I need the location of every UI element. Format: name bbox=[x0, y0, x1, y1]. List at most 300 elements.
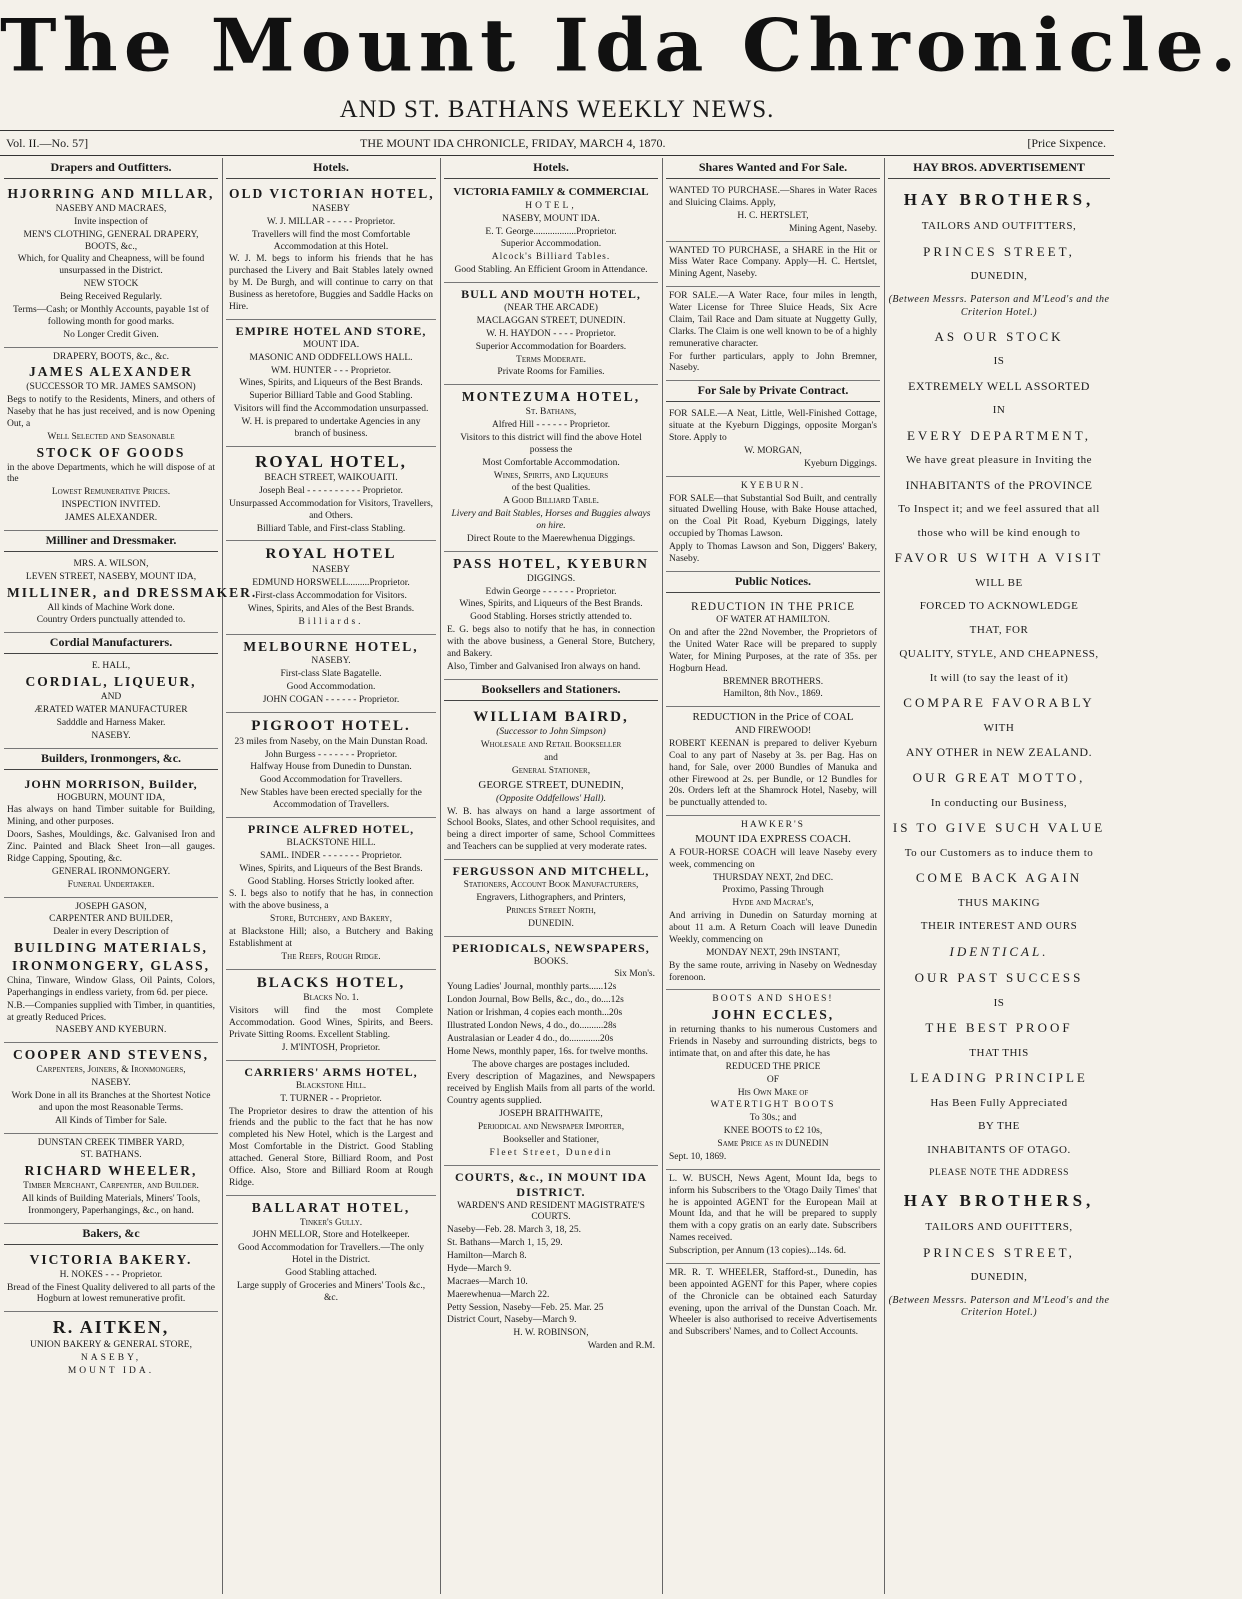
ad-line: Being Received Regularly. bbox=[59, 292, 162, 302]
hay-line: OUR GREAT MOTTO, bbox=[912, 770, 1086, 786]
ad-line: Wines, Spirits, and Liqueurs bbox=[493, 470, 609, 481]
ad-title: VICTORIA BAKERY. bbox=[29, 1251, 193, 1267]
ad-line: Young Ladies' Journal, monthly parts......12s bbox=[447, 982, 617, 993]
ad-line: (Opposite Oddfellows' Hall). bbox=[496, 793, 606, 804]
advert-coach bbox=[666, 816, 880, 990]
ad-line: H. W. ROBINSON, bbox=[513, 1328, 589, 1339]
ad-line: Apply to Thomas Lawson and Son, Diggers' Bakery, Naseby. bbox=[669, 542, 877, 564]
ad-line: Engravers, Lithographers, and Printers, bbox=[476, 892, 626, 903]
ad-line: Nation or Irishman, 4 copies each month...20s bbox=[447, 1008, 623, 1018]
ad-line: Invite inspection of bbox=[74, 216, 148, 227]
ad-line: Superior Accommodation. bbox=[500, 239, 602, 250]
ad-line: THURSDAY NEXT, 2nd DEC. bbox=[712, 872, 834, 883]
ad-title: REDUCTION in the Price of COAL bbox=[692, 711, 854, 724]
hay-line: DUNEDIN, bbox=[970, 270, 1028, 283]
ad-line: Store, Butchery, and Bakery, bbox=[270, 914, 392, 925]
ad-line: Terms—Cash; or Monthly Accounts, payable 1st of following month for good marks. bbox=[13, 304, 209, 327]
ad-line: London Journal, Bow Bells, &c., do., do....12s bbox=[447, 995, 624, 1006]
ad-line: in the above Departments, which he will dispose of at the bbox=[7, 462, 215, 485]
ad-line: Billiard Table, and First-class Stabling. bbox=[256, 523, 406, 534]
ad-line: All kinds of Machine Work done. bbox=[47, 602, 175, 613]
ad-line: BEACH STREET, WAIKOUAITI. bbox=[264, 473, 398, 483]
ad-line: Bread of the Finest Quality delivered to all parts of the Hogburn at lowest remunerative profit. bbox=[7, 1282, 215, 1305]
column-3 bbox=[444, 158, 658, 1594]
ad-title: MONTEZUMA HOTEL, bbox=[461, 389, 641, 405]
ad-line: Good Stabling. Horses Strictly looked after. bbox=[247, 876, 415, 887]
ad-line: Warden and R.M. bbox=[587, 1341, 655, 1352]
ad-title: BLACKS HOTEL, bbox=[256, 974, 406, 991]
ad-line: OF bbox=[766, 1074, 780, 1085]
ad-line: Six Mon's. bbox=[614, 969, 655, 980]
ad-line: DRAPERY, BOOTS, &c., &c. bbox=[53, 351, 169, 362]
ad-line: Livery and Bait Stables, Horses and Buggies always on hire. bbox=[451, 509, 651, 531]
ad-title: JAMES ALEXANDER bbox=[29, 364, 193, 380]
advert-prince-alfred bbox=[226, 818, 436, 970]
ad-line: (NEAR THE ARCADE) bbox=[504, 303, 598, 313]
advert-james-alexander bbox=[4, 348, 218, 531]
hay-line: IN bbox=[992, 404, 1006, 416]
ad-line: HOTEL, bbox=[525, 200, 577, 211]
dateline-bar bbox=[0, 130, 1114, 156]
ad-line: New Stables have been erected specially for the Accommodation of Travellers. bbox=[240, 788, 422, 810]
ad-line: Good Stabling. An Efficient Groom in Attendance. bbox=[454, 265, 648, 276]
hay-line: PRINCES STREET, bbox=[923, 244, 1075, 259]
ad-line: Periodical and Newspaper Importer, bbox=[477, 1121, 625, 1132]
price: [Price Sixpence. bbox=[1027, 136, 1106, 150]
ad-line: Doors, Sashes, Mouldings, &c. Galvanised Iron and Zinc. Painted and Black Sheet Iron—all gauges. Ridge Capping, Spouting, &c. bbox=[7, 830, 215, 864]
column-4 bbox=[666, 158, 880, 1594]
section-heading: Hotels. bbox=[226, 158, 436, 179]
advert-wheeler-agent bbox=[666, 1264, 880, 1344]
hay-line: THEIR INTEREST AND OURS bbox=[920, 920, 1078, 933]
ad-line: To 30s.; and bbox=[749, 1113, 797, 1124]
ad-line: All Kinds of Timber for Sale. bbox=[55, 1115, 167, 1126]
ad-line: The Proprietor desires to draw the attention of his friends and the public to the fact that he has now completed his New Hotel, which is the Largest and Most Comfortable in the District. Good Stabling attached. General Store, Billiard Room, and Post Office. Also, Store and Billiard Room at Rough Ridge. bbox=[229, 1106, 433, 1188]
ad-line: Begs to notify to the Residents, Miners, and others of Naseby that he has just received, and is now Opening Out, a bbox=[7, 395, 215, 429]
ad-title: COOPER AND STEVENS, bbox=[13, 1047, 209, 1063]
ad-line: EDMUND HORSWELL.........Proprietor. bbox=[252, 578, 410, 588]
ad-line: Superior Billiard Table and Good Stabling. bbox=[249, 391, 413, 402]
advert-victoria-family bbox=[444, 182, 658, 283]
ad-title: VICTORIA FAMILY & COMMERCIAL bbox=[453, 186, 649, 198]
ad-line: BOOTS AND SHOES! bbox=[712, 994, 834, 1005]
ad-line: MR. R. T. WHEELER, Stafford-st., Dunedin, has been appointed AGENT for this Paper, where copies of the Chronicle can be obtained each Saturday evening, upon the arrival of the Dunstan Coach. Mr. Wheeler is also authorised to receive Advertisements and Subscribers' Names, and to Collect Accounts. bbox=[669, 1267, 877, 1338]
ad-line: Hyde and Macrae's, bbox=[732, 898, 814, 909]
ad-line: Good Accommodation for Travellers. bbox=[259, 775, 403, 786]
ad-line: DUNSTAN CREEK TIMBER YARD, bbox=[37, 1137, 185, 1148]
advert-royal-waikouaiti bbox=[226, 447, 436, 542]
ad-line: Sadddle and Harness Maker. bbox=[56, 717, 166, 728]
column-2 bbox=[226, 158, 436, 1594]
ad-line: INSPECTION INVITED. bbox=[61, 500, 161, 511]
ad-line: Mining Agent, Naseby. bbox=[788, 223, 877, 234]
ad-line: Timber Merchant, Carpenter, and Builder. bbox=[23, 1181, 199, 1192]
column-5 bbox=[888, 158, 1110, 1594]
hay-line: INHABITANTS OF OTAGO. bbox=[927, 1144, 1071, 1156]
ad-title: EMPIRE HOTEL AND STORE, bbox=[235, 323, 427, 338]
hay-line: COMPARE FAVORABLY bbox=[903, 695, 1095, 711]
hay-line: WITH bbox=[983, 721, 1015, 734]
ad-line: Wines, Spirits, and Liqueurs of the Best Brands. bbox=[459, 599, 643, 610]
ad-line: NASEBY. bbox=[311, 656, 351, 667]
ad-title: BUILDING MATERIALS, bbox=[14, 940, 208, 956]
ad-line: First-class Accommodation for Visitors. bbox=[255, 590, 407, 601]
ad-line: JOSEPH BRAITHWAITE, bbox=[499, 1109, 603, 1119]
section-heading: Drapers and Outfitters. bbox=[4, 158, 218, 179]
ad-line: FOR SALE—that Substantial Sod Built, and centrally situated Dwelling House, with Bake House attached, on the Coal Pit Road, Kyeburn Diggings, lately occupied by Thomas Lawson. bbox=[669, 493, 877, 540]
ad-line: Direct Route to the Maerewhenua Diggings. bbox=[466, 533, 636, 544]
ad-line: Visitors to this district will find the above Hotel possess the bbox=[460, 432, 642, 455]
section-heading: Shares Wanted and For Sale. bbox=[666, 158, 880, 179]
ad-title: JOHN MORRISON, Builder, bbox=[24, 776, 198, 791]
advert-wanted-share bbox=[666, 242, 880, 288]
ad-line: Superior Accommodation for Boarders. bbox=[475, 341, 627, 352]
ad-title: PRINCE ALFRED HOTEL, bbox=[247, 821, 415, 836]
ad-title: REDUCTION IN THE PRICE bbox=[691, 600, 855, 613]
ad-title: JOHN ECCLES, bbox=[711, 1007, 835, 1023]
hay-line: OUR PAST SUCCESS bbox=[914, 970, 1084, 986]
ad-line: FOR SALE.—A Neat, Little, Well-Finished Cottage, situate at the Kyeburn Diggings, opposite Morgan's Store. Apply to bbox=[669, 409, 877, 443]
ad-line: W. J. M. begs to inform his friends that he has purchased the Livery and Bait Stables lately owned by M. De Burgh, and will continue to carry on that Business as heretofore, Buggies and Saddle Hacks on Hire. bbox=[229, 254, 433, 312]
ad-line: Large supply of Groceries and Miners' Tools &c., &c. bbox=[236, 1280, 426, 1303]
advert-ballarat bbox=[226, 1196, 436, 1310]
advert-fergusson-mitchell bbox=[444, 860, 658, 937]
ad-title: RICHARD WHEELER, bbox=[24, 1163, 198, 1179]
ad-line: St. Bathans, bbox=[525, 407, 577, 418]
column-1 bbox=[4, 158, 258, 1594]
ad-line: Hamilton—March 8. bbox=[447, 1251, 527, 1261]
ad-line: Alfred Hill - - - - - - Proprietor. bbox=[492, 420, 610, 430]
ad-title: MOUNT IDA EXPRESS COACH. bbox=[695, 833, 851, 845]
ad-title: IRONMONGERY, GLASS, bbox=[12, 958, 210, 973]
ad-line: All kinds of Building Materials, Miners' Tools, Ironmongery, Paperhangings, &c., on hand. bbox=[21, 1194, 201, 1216]
ad-title: PIGROOT HOTEL. bbox=[251, 717, 411, 734]
ad-line: HOGBURN, MOUNT IDA, bbox=[56, 792, 166, 803]
ad-line: Wholesale and Retail Bookseller bbox=[480, 740, 622, 751]
ad-line: Dealer in every Description of bbox=[53, 927, 169, 938]
advert-wilson bbox=[4, 555, 258, 633]
hay-line: those who will be kind enough to bbox=[917, 526, 1081, 539]
advert-hjorring-millar bbox=[4, 182, 218, 348]
advert-wanted-shares bbox=[666, 182, 880, 242]
ad-title: MELBOURNE HOTEL, bbox=[243, 638, 419, 654]
hay-line: ANY OTHER in NEW ZEALAND. bbox=[905, 745, 1093, 760]
ad-line: Billiards. bbox=[298, 616, 364, 627]
hay-line: We have great pleasure in Inviting the bbox=[905, 454, 1093, 466]
ad-line: John Burgess - - - - - - - Proprietor. bbox=[264, 749, 398, 760]
ad-line: WM. HUNTER - - - Proprietor. bbox=[270, 365, 392, 376]
ad-line: NASEBY bbox=[311, 565, 350, 576]
hay-line: AS OUR STOCK bbox=[934, 329, 1064, 344]
ad-line: S. I. begs also to notify that he has, in connection with the above business, a bbox=[229, 889, 433, 912]
ad-line: Funeral Undertaker. bbox=[67, 879, 155, 890]
hay-line: To our Customers as to induce them to bbox=[904, 846, 1094, 859]
hay-line: PLEASE NOTE THE ADDRESS bbox=[929, 1167, 1069, 1178]
ad-line: BREMNER BROTHERS. bbox=[722, 676, 824, 687]
ad-line: Visitors will find the Accommodation unsurpassed. bbox=[233, 404, 429, 415]
hay-line: THUS MAKING bbox=[957, 896, 1041, 909]
advert-coal bbox=[666, 707, 880, 816]
hay-line: THE BEST PROOF bbox=[925, 1020, 1073, 1036]
hay-line: PRINCES STREET, bbox=[923, 1244, 1075, 1260]
ad-line: DIGGINGS. bbox=[526, 573, 576, 584]
ad-line: NASEBY bbox=[311, 203, 350, 214]
ad-line: First-class Slate Bagatelle. bbox=[280, 669, 382, 680]
volume-number: Vol. II.—No. 57] bbox=[6, 136, 89, 150]
section-heading: HAY BROS. ADVERTISEMENT bbox=[888, 158, 1110, 179]
advert-montezuma bbox=[444, 385, 658, 552]
ad-title: WILLIAM BAIRD, bbox=[473, 708, 629, 725]
ad-line: of the best Qualities. bbox=[511, 483, 591, 494]
ad-line: Sept. 10, 1869. bbox=[669, 1151, 727, 1162]
ad-line: Alcock's Billiard Tables. bbox=[491, 252, 611, 263]
ad-title: COURTS, &c., IN MOUNT IDA DISTRICT. bbox=[454, 1169, 648, 1199]
ad-line: (Successor to John Simpson) bbox=[496, 727, 606, 738]
ad-title: ROYAL HOTEL bbox=[265, 546, 397, 563]
hay-line: To Inspect it; and we feel assured that all bbox=[898, 502, 1100, 515]
ad-line: OF WATER AT HAMILTON. bbox=[716, 615, 830, 626]
ad-line: JOSEPH GASON, bbox=[75, 901, 147, 912]
ad-line: NASEBY AND MACRAES, bbox=[55, 203, 167, 214]
ad-line: Joseph Beal - - - - - - - - - - Proprietor. bbox=[259, 485, 403, 496]
ad-line: China, Tinware, Window Glass, Oil Paints, Colors, Paperhangings in endless variety, from 6d. per piece. bbox=[7, 975, 215, 998]
ad-line: W. MORGAN, bbox=[744, 445, 802, 456]
hay-line: HAY BROTHERS, bbox=[903, 1190, 1095, 1210]
ad-line: NASEBY AND KYEBURN. bbox=[55, 1025, 167, 1036]
hay-line: BY THE bbox=[978, 1120, 1020, 1133]
ad-line: MRS. A. WILSON, bbox=[73, 558, 149, 569]
ad-line: W. J. MILLAR - - - - - Proprietor. bbox=[266, 216, 396, 227]
ad-line: Halfway House from Dunedin to Dunstan. bbox=[250, 762, 412, 773]
ad-line: GENERAL IRONMONGERY. bbox=[51, 866, 171, 877]
ad-line: AND bbox=[100, 692, 122, 702]
ad-line: Every description of Magazines, and Newspapers received by English Mails from all parts of the world. Country agents supplied. bbox=[447, 1072, 655, 1107]
dateline: THE MOUNT IDA CHRONICLE, FRIDAY, MARCH 4, 1870. bbox=[360, 136, 666, 150]
hay-line: COME BACK AGAIN bbox=[915, 870, 1083, 886]
ad-line: Good Stabling. Horses strictly attended to. bbox=[470, 612, 632, 623]
column-rule bbox=[884, 158, 885, 1594]
hay-line: In conducting our Business, bbox=[930, 796, 1068, 809]
ad-line: Same Price as in DUNEDIN bbox=[717, 1139, 829, 1149]
ad-line: Good Accommodation for Travellers.—The only Hotel in the District. bbox=[237, 1243, 424, 1266]
ad-line: E. T. George..................Proprietor. bbox=[485, 226, 617, 237]
column-rule bbox=[440, 158, 441, 1594]
ad-line: Hyde—March 9. bbox=[447, 1263, 512, 1274]
ad-line: WARDEN'S AND RESIDENT MAGISTRATE'S COURTS. bbox=[457, 1200, 645, 1223]
advert-bull-and-mouth bbox=[444, 283, 658, 385]
hay-line: THAT, FOR bbox=[969, 624, 1029, 636]
ad-line: Macraes—March 10. bbox=[447, 1276, 528, 1287]
advert-for-sale-race bbox=[666, 287, 880, 381]
ad-line: WANTED TO PURCHASE, a SHARE in the Hit or Miss Water Race Company. Apply—H. C. Hertslet, Mining Agent, Naseby. bbox=[669, 245, 877, 280]
advert-gason bbox=[4, 898, 218, 1044]
newspaper-subtitle: AND ST. BATHANS WEEKLY NEWS. bbox=[339, 96, 775, 123]
hay-line: EVERY DEPARTMENT, bbox=[906, 427, 1092, 443]
advert-kyeburn-house bbox=[666, 477, 880, 572]
ad-line: MONDAY NEXT, 29th INSTANT, bbox=[705, 947, 841, 958]
hay-line: INHABITANTS of the PROVINCE bbox=[905, 477, 1093, 492]
hay-line: (Between Messrs. Paterson and M'Leod's and the Criterion Hotel.) bbox=[888, 294, 1110, 318]
ad-line: CARPENTER AND BUILDER, bbox=[49, 914, 173, 925]
ad-title: CARRIERS' ARMS HOTEL, bbox=[244, 1064, 418, 1079]
ad-title: PERIODICALS, NEWSPAPERS, bbox=[452, 940, 650, 955]
ad-line: W. B. has always on hand a large assortment of School Books, Slates, and other School requisites, and being a direct importer of same, School Committees and Teachers can be supplied at very moderate rates. bbox=[447, 806, 655, 853]
ad-line: Carpenters, Joiners, & Ironmongers, bbox=[36, 1065, 186, 1076]
ad-line: J. M'INTOSH, Proprietor. bbox=[281, 1042, 381, 1053]
advert-wheeler-timber bbox=[4, 1134, 218, 1224]
advert-old-victorian bbox=[226, 182, 436, 320]
ad-line: Wines, Spirits, and Ales of the Best Brands. bbox=[247, 603, 415, 614]
advert-carriers-arms bbox=[226, 1061, 436, 1196]
hay-line: IS bbox=[993, 996, 1005, 1009]
ad-line: St. Bathans—March 1, 15, 29. bbox=[447, 1238, 563, 1249]
newspaper-title: The Mount Ida Chronicle. bbox=[0, 3, 1242, 88]
ad-line: E. G. begs also to notify that he has, in connection with the above business, a General Store, Butchery, and Bakery. bbox=[447, 625, 655, 659]
ad-line: BOOKS. bbox=[533, 956, 569, 967]
column-rule bbox=[222, 158, 223, 1594]
ad-line: Terms Moderate. bbox=[516, 354, 586, 365]
ad-line: On and after the 22nd November, the Proprietors of the United Water Race will be prepared to supply Water, for Mining Purposes, at the rate of 35s. per Hogburn Head. bbox=[669, 628, 877, 674]
ad-line: Also, Timber and Galvanised Iron always on hand. bbox=[447, 661, 641, 672]
ad-line: ÆRATED WATER MANUFACTURER bbox=[34, 704, 188, 715]
ad-title: PASS HOTEL, KYEBURN bbox=[453, 555, 649, 571]
ad-line: MACLAGGAN STREET, DUNEDIN. bbox=[476, 315, 626, 326]
hay-line: IS TO GIVE SUCH VALUE bbox=[892, 820, 1106, 836]
ad-line: No Longer Credit Given. bbox=[63, 329, 159, 340]
ad-title: MILLINER, and DRESSMAKER. bbox=[7, 584, 258, 600]
ad-line: LEVEN STREET, NASEBY, MOUNT IDA, bbox=[25, 571, 197, 582]
ad-line: Well Selected and Seasonable bbox=[47, 431, 175, 442]
ad-line: And arriving in Dunedin on Saturday morning at about 11 a.m. A Return Coach will leave Dunedin Weekly, commencing on bbox=[669, 911, 877, 945]
section-heading: For Sale by Private Contract. bbox=[666, 381, 880, 402]
ad-line: BLACKSTONE HILL. bbox=[286, 837, 376, 848]
ad-line: His Own Make of bbox=[737, 1087, 809, 1098]
ad-title: CORDIAL, LIQUEUR, bbox=[25, 674, 197, 690]
ad-line: 23 miles from Naseby, on the Main Dunstan Road. bbox=[234, 736, 428, 747]
section-heading: Hotels. bbox=[444, 158, 658, 179]
ad-line: JAMES ALEXANDER. bbox=[64, 513, 158, 523]
ad-line: Princes Street North, bbox=[506, 905, 596, 916]
ad-line: and bbox=[544, 753, 558, 764]
ad-line: Edwin George - - - - - - Proprietor. bbox=[485, 586, 617, 597]
ad-line: MEN'S CLOTHING, GENERAL DRAPERY, BOOTS, &c., bbox=[23, 229, 199, 252]
ad-line: L. W. BUSCH, News Agent, Mount Ida, begs to inform his Subscribers to the 'Otago Daily Times' that he is appointed AGENT for the European Mail at Mount Ida, and that he will be prepared to supply them with a copy gratis on an early date. Subscribers Names received. bbox=[669, 1173, 877, 1244]
ad-line: Good Stabling attached. bbox=[285, 1268, 377, 1278]
ad-line: ROBERT KEENAN is prepared to deliver Kyeburn Coal to any part of Naseby at 3s. per Bag. Has on hand, for Sale, over 2000 Bundles of Manuka and other Firewood at 2s. per Bundle, or 12 Bundles for 20s. Orders left at the Shamrock Hotel, Naseby, will be punctually attended to. bbox=[669, 738, 877, 809]
advert-melbourne bbox=[226, 635, 436, 713]
ad-line: For further particulars, apply to John Bremner, Naseby. bbox=[669, 351, 877, 374]
ad-line: MASONIC AND ODDFELLOWS HALL. bbox=[249, 352, 413, 363]
ad-title: ROYAL HOTEL, bbox=[255, 451, 407, 471]
ad-line: Petty Session, Naseby—Feb. 25. Mar. 25 bbox=[447, 1302, 604, 1313]
ad-line: NEW STOCK bbox=[83, 279, 139, 290]
advert-john-eccles bbox=[666, 990, 880, 1169]
ad-line: Wines, Spirits, and Liqueurs of the Best Brands. bbox=[239, 863, 423, 874]
ad-line: Proximo, Passing Through bbox=[722, 885, 824, 896]
section-heading: Builders, Ironmongers, &c. bbox=[4, 749, 218, 770]
ad-line: SAML. INDER - - - - - - - Proprietor. bbox=[260, 850, 402, 861]
advert-busch bbox=[666, 1170, 880, 1264]
hay-line: WILL BE bbox=[975, 576, 1023, 589]
ad-line: in returning thanks to his numerous Customers and Friends in Naseby and surrounding districts, begs to intimate that, on and after this date, he has bbox=[669, 1025, 877, 1059]
ad-line: District Court, Naseby—March 9. bbox=[447, 1315, 577, 1326]
advert-victoria-bakery bbox=[4, 1248, 218, 1313]
ad-line: Most Comfortable Accommodation. bbox=[482, 457, 620, 468]
ad-line: N.B.—Companies supplied with Timber, in quantities, at greatly Reduced Prices. bbox=[7, 1000, 215, 1023]
advert-water-reduction bbox=[666, 596, 880, 708]
ad-line: Kyeburn Diggings. bbox=[804, 458, 877, 469]
advert-pass-hotel bbox=[444, 552, 658, 680]
advert-blacks bbox=[226, 970, 436, 1061]
hay-line: HAY BROTHERS, bbox=[903, 190, 1095, 209]
ad-line: (SUCCESSOR TO MR. JAMES SAMSON) bbox=[26, 382, 196, 393]
ad-line: Fleet Street, Dunedin bbox=[489, 1147, 613, 1158]
ad-line: KYEBURN. bbox=[740, 480, 806, 491]
ad-line: E. HALL, bbox=[91, 661, 131, 672]
ad-line: Maerewhenua—March 22. bbox=[447, 1289, 550, 1300]
ad-line: Travellers will find the most Comfortable Accommodation at this Hotel. bbox=[251, 229, 411, 252]
advert-cooper-stevens bbox=[4, 1043, 218, 1133]
ad-line: Blackstone Hill. bbox=[295, 1080, 367, 1091]
hay-line: Has Been Fully Appreciated bbox=[930, 1096, 1068, 1109]
ad-line: By the same route, arriving in Naseby on Wednesday forenoon. bbox=[669, 960, 877, 983]
ad-line: Blacks No. 1. bbox=[303, 993, 359, 1004]
ad-line: Wines, Spirits, and Liqueurs of the Best Brands. bbox=[239, 378, 423, 389]
ad-line: Naseby—Feb. 28. March 3, 18, 25. bbox=[447, 1225, 582, 1236]
ad-line: Bookseller and Stationer, bbox=[503, 1134, 599, 1145]
advert-aitken bbox=[4, 1312, 218, 1382]
ad-line: JOHN MELLOR, Store and Hotelkeeper. bbox=[252, 1230, 410, 1241]
ad-line: FOR SALE.—A Water Race, four miles in length, Water License for Three Sluice Heads, Six Acre Claim, Tail Race and Dam situate at Nuggetty Gully, Clarks. The Claim is one well known to be of a highly remunerative character. bbox=[669, 291, 877, 349]
ad-line: H. NOKES - - - Proprietor. bbox=[59, 1269, 163, 1280]
ad-line: The above charges are postages included. bbox=[472, 1059, 630, 1070]
advert-royal-naseby bbox=[226, 541, 436, 634]
hay-line: THAT THIS bbox=[969, 1046, 1029, 1059]
ad-line: Australasian or Leader 4 do., do.............20s bbox=[447, 1033, 614, 1044]
hay-line: QUALITY, STYLE, AND CHEAPNESS, bbox=[899, 647, 1099, 660]
ad-line: A Good Billiard Table. bbox=[502, 496, 600, 507]
ad-title: OLD VICTORIAN HOTEL, bbox=[229, 186, 435, 201]
hay-line: It will (to say the least of it) bbox=[929, 671, 1069, 684]
ad-line: HAWKER'S bbox=[741, 820, 805, 831]
ad-line: Has always on hand Timber suitable for Building, Mining, and other purposes. bbox=[7, 805, 215, 828]
hay-line: (Between Messrs. Paterson and M'Leod's and the Criterion Hotel.) bbox=[888, 1294, 1110, 1319]
hay-line: DUNEDIN, bbox=[970, 1270, 1028, 1283]
advert-periodicals bbox=[444, 937, 658, 1166]
ad-line: Private Rooms for Families. bbox=[497, 367, 605, 378]
ad-line: General Stationer, bbox=[511, 766, 591, 776]
ad-line: Tinker's Gully. bbox=[299, 1217, 363, 1228]
ad-line: T. TURNER - - Proprietor. bbox=[280, 1093, 382, 1104]
column-rule bbox=[662, 158, 663, 1594]
ad-title: BULL AND MOUTH HOTEL, bbox=[461, 287, 641, 301]
ad-line: UNION BAKERY & GENERAL STORE, bbox=[30, 1339, 192, 1350]
advert-william-baird bbox=[444, 704, 658, 860]
ad-line: KNEE BOOTS to £2 10s, bbox=[723, 1126, 823, 1137]
ad-line: Visitors will find the most Complete Accommodation. Good Wines, Spirits, and Beers. Private Sitting Rooms. Excellent Stabling. bbox=[229, 1006, 433, 1040]
ad-line: Stationers, Account Book Manufacturers, bbox=[463, 880, 639, 890]
ad-line: NASEBY. bbox=[91, 1078, 131, 1088]
advert-hall bbox=[4, 657, 218, 748]
ad-line: W. H. is prepared to undertake Agencies in any branch of business. bbox=[241, 417, 421, 439]
ad-line: W. H. HAYDON - - - - Proprietor. bbox=[486, 328, 616, 339]
ad-line: Good Accommodation. bbox=[286, 682, 376, 693]
ad-title: FERGUSSON AND MITCHELL, bbox=[452, 864, 650, 878]
hay-line: IS bbox=[993, 355, 1005, 368]
section-heading: Milliner and Dressmaker. bbox=[4, 531, 218, 552]
ad-line: Country Orders punctually attended to. bbox=[36, 615, 186, 626]
ad-title: BALLARAT HOTEL, bbox=[251, 1199, 411, 1215]
